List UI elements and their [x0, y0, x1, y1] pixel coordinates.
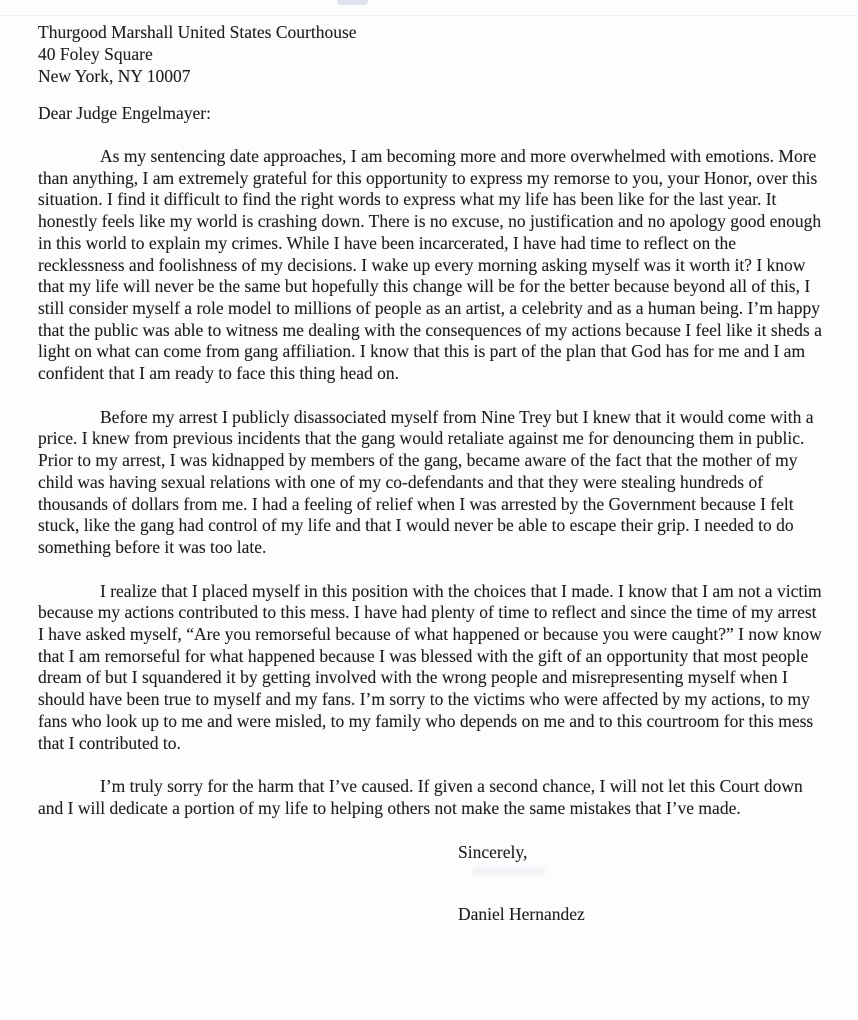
letter-document [38, 21, 826, 925]
body-paragraph-3: I realize that I placed myself in this position with the choices that I made. I know that I am not a victim because my actions contributed to this mess. I have had plenty of time to reflect and since the time of my arrest I have asked myself, “Are you remorseful because of what happened or because you were caught?” I now know that I am remorseful for what happened because I was blessed with the gift of an opportunity that most people dream of but I squandered it by getting involved with the wrong people and misrepresenting myself when I should have been true to myself and my fans. I’m sorry to the victims who were affected by my actions, to my fans who look up to me and were misled, to my family who depends on me and to this courtroom for this mess that I contributed to. [38, 580, 822, 753]
body-paragraph-1: As my sentencing date approaches, I am becoming more and more overwhelmed with emotions. More than anything, I am extremely grateful for this opportunity to express my remorse to you, your Honor, over this situation. I find it difficult to find the right words to express what my life has been like for the last year. It honestly feels like my world is crashing down. There is no excuse, no justification and no apology good enough in this world to explain my crimes. While I have been incarcerated, I have had time to reflect on the recklessness and foolishness of my decisions. I wake up every morning asking myself was it worth it? I know that my life will never be the same but hopefully this change will be for the better because beyond all of this, I still consider myself a role model to millions of people as an artist, a celebrity and as a human being. I’m happy that the public was able to witness me dealing with the consequences of my actions because I feel like it sheds a light on what can come from gang affiliation. I know that this is part of the plan that God has for me and I am confident that I am ready to face this thing head on. [38, 146, 822, 384]
top-edge-tab [337, 0, 368, 5]
closing-block [458, 841, 826, 925]
signature-name: Daniel Hernandez [458, 903, 585, 924]
signature-smudge [472, 867, 546, 875]
top-divider-line [0, 15, 858, 16]
recipient-address-line: New York, NY 10007 [38, 66, 191, 86]
recipient-address-block [38, 21, 826, 87]
body-paragraph-4: I’m truly sorry for the harm that I’ve caused. If given a second chance, I will not let this Court down and I will dedicate a portion of my life to helping others not make the same mistakes that I’ve made. [38, 776, 803, 818]
closing-sincerely: Sincerely, [458, 841, 528, 862]
salutation: Dear Judge Engelmayer: [38, 103, 211, 123]
recipient-address-line: 40 Foley Square [38, 44, 153, 64]
recipient-address-line: Thurgood Marshall United States Courthouse [38, 22, 357, 42]
body-paragraph-2: Before my arrest I publicly disassociated myself from Nine Trey but I knew that it would come with a price. I knew from previous incidents that the gang would retaliate against me for denouncing them in public. Prior to my arrest, I was kidnapped by members of the gang, became aware of the fact that the mother of my child was having sexual relations with one of my co-defendants and that they were stealing hundreds of thousands of dollars from me. I had a feeling of relief when I was arrested by the Government because I felt stuck, like the gang had control of my life and that I would never be able to escape their grip. I needed to do something before it was too late. [38, 406, 814, 557]
